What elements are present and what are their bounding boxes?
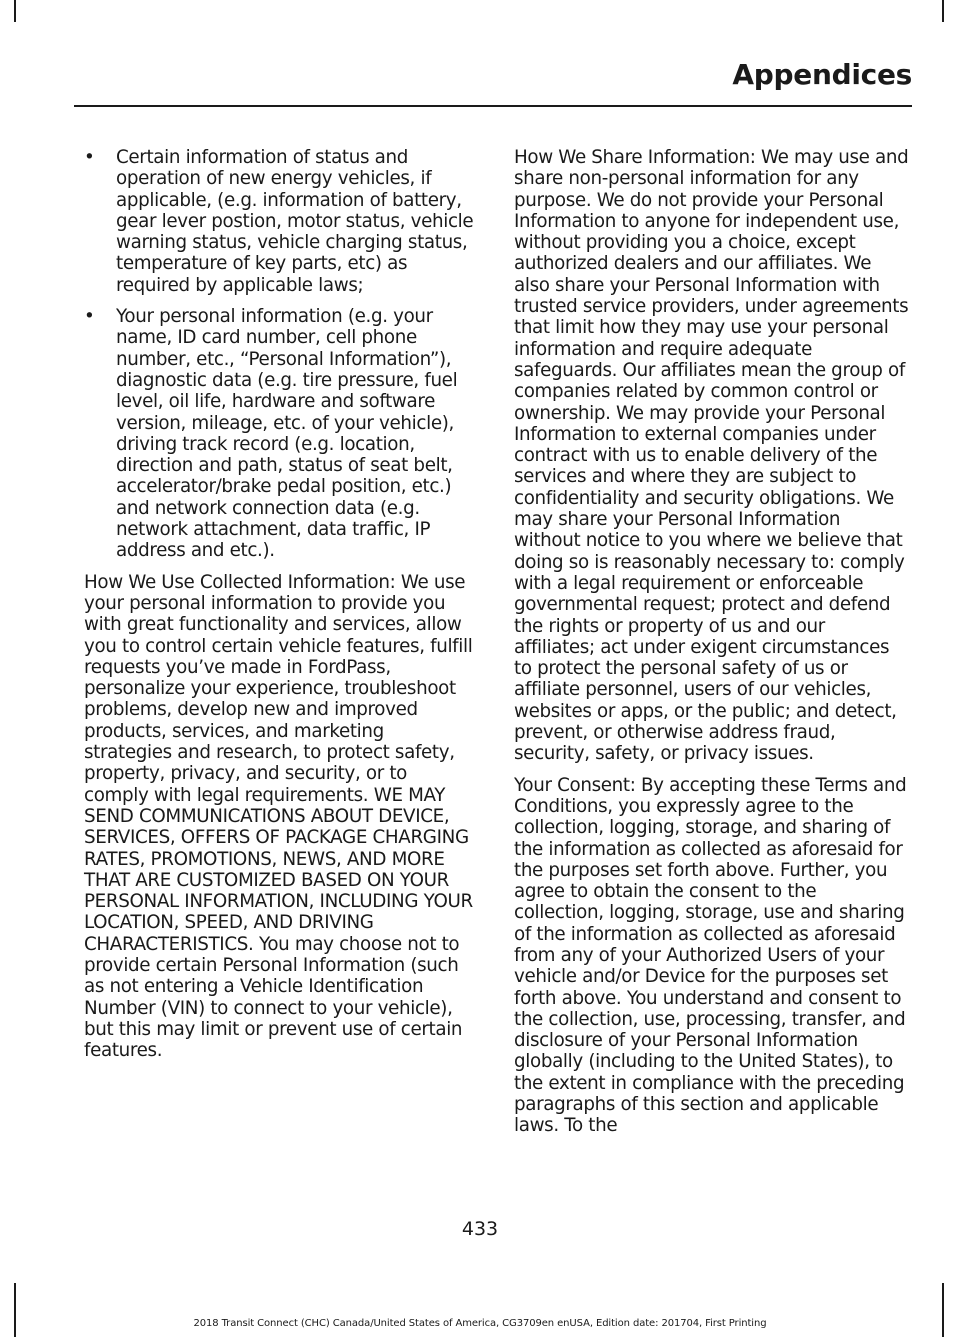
list-item	[84, 147, 476, 296]
page-title: Appendices	[732, 58, 912, 91]
list-item-text: Your personal information (e.g. your name, ID card number, cell phone number, etc., “Personal Information”), diagnostic data (e.g. tire pressure, fuel level, oil life, hardware and software version, mileage, etc. of your vehicle), driving track record (e.g. location, direction and path, status of seat belt, accelerator/brake pedal position, etc.) and network connection data (e.g. network attachment, data traffic, IP address and etc.).	[116, 306, 458, 562]
bullet-list	[84, 147, 476, 562]
left-column	[84, 147, 476, 1071]
paragraph-consent: Your Consent: By accepting these Terms and Conditions, you expressly agree to the collection, logging, storage, and sharing of the information as collected as aforesaid for the purposes set forth above. Further, you agree to obtain the consent to the collection, logging, storage, use and sharing of the information as collected as aforesaid from any of your Authorized Users of your vehicle and/or Device for the purposes set forth above. You understand and consent to the collection, use, processing, transfer, and disclosure of your Personal Information globally (including to the United States), to the extent in compliance with the preceding paragraphs of this section and applicable laws. To the	[514, 774, 907, 1137]
right-column	[514, 147, 910, 1147]
bullet-icon: •	[84, 306, 95, 328]
crop-mark-top-right	[942, 0, 944, 22]
page-number: 433	[461, 1218, 499, 1240]
paragraph-collected-information: How We Use Collected Information: We use your personal information to provide you with great functionality and services, allow you to control certain vehicle features, fulfill requests you’ve made in FordPass, personalize your experience, troubleshoot problems, develop new and improved products, services, and marketing strategies and research, to protect safety, property, privacy, and security, or to comply with legal requirements. WE MAY SEND COMMUNICATIONS ABOUT DEVICE, SERVICES, OFFERS OF PACKAGE CHARGING RATES, PROMOTIONS, NEWS, AND MORE THAT ARE CUSTOMIZED BASED ON YOUR PERSONAL INFORMATION, INCLUDING YOUR LOCATION, SPEED, AND DRIVING CHARACTERISTICS. You may choose not to provide certain Personal Information (such as not entering a Vehicle Identification Number (VIN) to connect to your vehicle), but this may limit or prevent use of certain features.	[84, 571, 473, 1062]
crop-mark-top-left	[14, 0, 16, 22]
list-item	[84, 306, 476, 562]
list-item-text: Certain information of status and operation of new energy vehicles, if applicable, (e.g. information of battery, gear lever postion, motor status, vehicle warning status, vehicle charging status, temperature of key parts, etc) as required by applicable laws;	[116, 147, 474, 296]
bullet-icon: •	[84, 147, 95, 168]
header-divider	[74, 105, 912, 107]
paragraph-share-information: How We Share Information: We may use and share non-personal information for any purpose. We do not provide your Personal Information to anyone for independent use, without providing you a choice, except authorized dealers and our affiliates. We also share your Personal Information with trusted service providers, under agreements that limit how they may use your personal information and require adequate safeguards. Our affiliates mean the group of companies related by common control or ownership. We may provide your Personal Information to external companies under contract with us to enable delivery of the services and where they are subject to confidentiality and security obligations. We may share your Personal Information without notice to you where we believe that doing so is reasonably necessary to: comply with a legal requirement or enforceable governmental request; protect and defend the rights or property of us and our affiliates; act under exigent circumstances to protect the personal safety of us or affiliate personnel, users of our vehicles, websites or apps, or the public; and detect, prevent, or otherwise address fraud, security, safety, or privacy issues.	[514, 147, 909, 765]
edition-footer: 2018 Transit Connect (CHC) Canada/United States of America, CG3709en enUSA, Edition date: 201704, First Printing	[193, 1318, 767, 1329]
